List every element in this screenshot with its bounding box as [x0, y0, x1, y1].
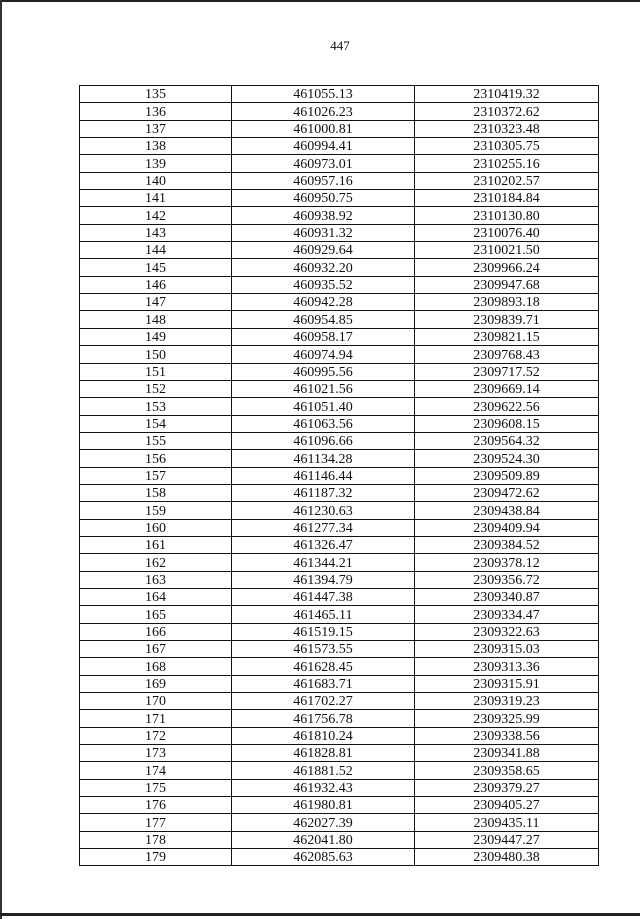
point-number-cell: 168 [80, 658, 232, 675]
point-number-cell: 177 [80, 814, 232, 831]
x-coordinate-cell: 461230.63 [232, 502, 415, 519]
point-number-cell: 176 [80, 797, 232, 814]
x-coordinate-cell: 460950.75 [232, 190, 415, 207]
scan-edge-bottom [0, 913, 640, 916]
y-coordinate-cell: 2309608.15 [415, 415, 599, 432]
point-number-cell: 161 [80, 536, 232, 553]
x-coordinate-cell: 461702.27 [232, 693, 415, 710]
x-coordinate-cell: 461326.47 [232, 536, 415, 553]
table-row [80, 432, 599, 449]
x-coordinate-cell: 461096.66 [232, 432, 415, 449]
point-number-cell: 155 [80, 432, 232, 449]
table-row [80, 762, 599, 779]
y-coordinate-cell: 2310021.50 [415, 242, 599, 259]
y-coordinate-cell: 2309334.47 [415, 606, 599, 623]
table-row [80, 502, 599, 519]
point-number-cell: 141 [80, 190, 232, 207]
x-coordinate-cell: 461000.81 [232, 120, 415, 137]
table-row [80, 779, 599, 796]
table-row [80, 259, 599, 276]
x-coordinate-cell: 460931.32 [232, 224, 415, 241]
y-coordinate-cell: 2309669.14 [415, 380, 599, 397]
table-row [80, 415, 599, 432]
y-coordinate-cell: 2309438.84 [415, 502, 599, 519]
x-coordinate-cell: 460973.01 [232, 155, 415, 172]
table-row [80, 814, 599, 831]
y-coordinate-cell: 2310255.16 [415, 155, 599, 172]
table-row [80, 658, 599, 675]
y-coordinate-cell: 2309821.15 [415, 328, 599, 345]
x-coordinate-cell: 460994.41 [232, 138, 415, 155]
x-coordinate-cell: 461628.45 [232, 658, 415, 675]
y-coordinate-cell: 2309472.62 [415, 484, 599, 501]
point-number-cell: 166 [80, 623, 232, 640]
y-coordinate-cell: 2309509.89 [415, 467, 599, 484]
y-coordinate-cell: 2309378.12 [415, 554, 599, 571]
point-number-cell: 135 [80, 86, 232, 103]
x-coordinate-cell: 461146.44 [232, 467, 415, 484]
y-coordinate-cell: 2309409.94 [415, 519, 599, 536]
table-row [80, 484, 599, 501]
point-number-cell: 151 [80, 363, 232, 380]
x-coordinate-cell: 461063.56 [232, 415, 415, 432]
table-row [80, 138, 599, 155]
table-row [80, 675, 599, 692]
point-number-cell: 153 [80, 398, 232, 415]
y-coordinate-cell: 2310184.84 [415, 190, 599, 207]
scan-edge-left [0, 0, 2, 919]
point-number-cell: 146 [80, 276, 232, 293]
x-coordinate-cell: 461026.23 [232, 103, 415, 120]
table-row [80, 311, 599, 328]
coordinates-table-body [80, 86, 599, 866]
table-row [80, 554, 599, 571]
point-number-cell: 144 [80, 242, 232, 259]
point-number-cell: 138 [80, 138, 232, 155]
x-coordinate-cell: 461810.24 [232, 727, 415, 744]
x-coordinate-cell: 460932.20 [232, 259, 415, 276]
x-coordinate-cell: 461134.28 [232, 450, 415, 467]
y-coordinate-cell: 2309322.63 [415, 623, 599, 640]
y-coordinate-cell: 2309839.71 [415, 311, 599, 328]
table-row [80, 380, 599, 397]
x-coordinate-cell: 460929.64 [232, 242, 415, 259]
point-number-cell: 172 [80, 727, 232, 744]
y-coordinate-cell: 2309447.27 [415, 831, 599, 848]
table-row [80, 849, 599, 866]
y-coordinate-cell: 2309524.30 [415, 450, 599, 467]
x-coordinate-cell: 461055.13 [232, 86, 415, 103]
point-number-cell: 175 [80, 779, 232, 796]
point-number-cell: 156 [80, 450, 232, 467]
y-coordinate-cell: 2309379.27 [415, 779, 599, 796]
x-coordinate-cell: 461519.15 [232, 623, 415, 640]
x-coordinate-cell: 460935.52 [232, 276, 415, 293]
x-coordinate-cell: 462041.80 [232, 831, 415, 848]
x-coordinate-cell: 460942.28 [232, 294, 415, 311]
x-coordinate-cell: 461344.21 [232, 554, 415, 571]
x-coordinate-cell: 460954.85 [232, 311, 415, 328]
point-number-cell: 139 [80, 155, 232, 172]
y-coordinate-cell: 2309564.32 [415, 432, 599, 449]
y-coordinate-cell: 2309315.91 [415, 675, 599, 692]
table-row [80, 155, 599, 172]
table-row [80, 710, 599, 727]
point-number-cell: 142 [80, 207, 232, 224]
y-coordinate-cell: 2309405.27 [415, 797, 599, 814]
scan-edge-top [0, 0, 640, 2]
point-number-cell: 148 [80, 311, 232, 328]
y-coordinate-cell: 2309622.56 [415, 398, 599, 415]
x-coordinate-cell: 462027.39 [232, 814, 415, 831]
y-coordinate-cell: 2310130.80 [415, 207, 599, 224]
point-number-cell: 174 [80, 762, 232, 779]
table-row [80, 103, 599, 120]
table-row [80, 450, 599, 467]
x-coordinate-cell: 461881.52 [232, 762, 415, 779]
point-number-cell: 137 [80, 120, 232, 137]
point-number-cell: 165 [80, 606, 232, 623]
y-coordinate-cell: 2309338.56 [415, 727, 599, 744]
y-coordinate-cell: 2310323.48 [415, 120, 599, 137]
point-number-cell: 162 [80, 554, 232, 571]
y-coordinate-cell: 2310202.57 [415, 172, 599, 189]
table-row [80, 745, 599, 762]
table-row [80, 623, 599, 640]
y-coordinate-cell: 2309319.23 [415, 693, 599, 710]
x-coordinate-cell: 461394.79 [232, 571, 415, 588]
y-coordinate-cell: 2309717.52 [415, 363, 599, 380]
y-coordinate-cell: 2309315.03 [415, 641, 599, 658]
x-coordinate-cell: 461021.56 [232, 380, 415, 397]
x-coordinate-cell: 461828.81 [232, 745, 415, 762]
table-row [80, 536, 599, 553]
point-number-cell: 179 [80, 849, 232, 866]
table-row [80, 172, 599, 189]
x-coordinate-cell: 461051.40 [232, 398, 415, 415]
table-row [80, 363, 599, 380]
table-row [80, 120, 599, 137]
x-coordinate-cell: 460957.16 [232, 172, 415, 189]
table-row [80, 693, 599, 710]
table-row [80, 606, 599, 623]
x-coordinate-cell: 461573.55 [232, 641, 415, 658]
point-number-cell: 158 [80, 484, 232, 501]
x-coordinate-cell: 461756.78 [232, 710, 415, 727]
point-number-cell: 149 [80, 328, 232, 345]
table-row [80, 588, 599, 605]
point-number-cell: 169 [80, 675, 232, 692]
y-coordinate-cell: 2310076.40 [415, 224, 599, 241]
coordinates-table [79, 85, 599, 866]
point-number-cell: 170 [80, 693, 232, 710]
x-coordinate-cell: 461187.32 [232, 484, 415, 501]
y-coordinate-cell: 2310372.62 [415, 103, 599, 120]
x-coordinate-cell: 461465.11 [232, 606, 415, 623]
table-row [80, 467, 599, 484]
point-number-cell: 163 [80, 571, 232, 588]
x-coordinate-cell: 461683.71 [232, 675, 415, 692]
point-number-cell: 164 [80, 588, 232, 605]
y-coordinate-cell: 2309313.36 [415, 658, 599, 675]
point-number-cell: 136 [80, 103, 232, 120]
table-row [80, 727, 599, 744]
point-number-cell: 167 [80, 641, 232, 658]
point-number-cell: 171 [80, 710, 232, 727]
y-coordinate-cell: 2309356.72 [415, 571, 599, 588]
table-row [80, 519, 599, 536]
point-number-cell: 160 [80, 519, 232, 536]
table-row [80, 294, 599, 311]
point-number-cell: 143 [80, 224, 232, 241]
table-row [80, 224, 599, 241]
point-number-cell: 147 [80, 294, 232, 311]
y-coordinate-cell: 2309966.24 [415, 259, 599, 276]
x-coordinate-cell: 460938.92 [232, 207, 415, 224]
y-coordinate-cell: 2309341.88 [415, 745, 599, 762]
y-coordinate-cell: 2309947.68 [415, 276, 599, 293]
point-number-cell: 152 [80, 380, 232, 397]
table-row [80, 328, 599, 345]
table-row [80, 276, 599, 293]
y-coordinate-cell: 2309384.52 [415, 536, 599, 553]
table-row [80, 86, 599, 103]
x-coordinate-cell: 461932.43 [232, 779, 415, 796]
x-coordinate-cell: 460958.17 [232, 328, 415, 345]
page-number: 447 [330, 38, 350, 53]
x-coordinate-cell: 460995.56 [232, 363, 415, 380]
y-coordinate-cell: 2309893.18 [415, 294, 599, 311]
x-coordinate-cell: 461447.38 [232, 588, 415, 605]
table-row [80, 190, 599, 207]
x-coordinate-cell: 461277.34 [232, 519, 415, 536]
table-row [80, 571, 599, 588]
table-row [80, 242, 599, 259]
point-number-cell: 154 [80, 415, 232, 432]
table-row [80, 346, 599, 363]
y-coordinate-cell: 2310419.32 [415, 86, 599, 103]
y-coordinate-cell: 2309435.11 [415, 814, 599, 831]
x-coordinate-cell: 462085.63 [232, 849, 415, 866]
point-number-cell: 157 [80, 467, 232, 484]
table-row [80, 831, 599, 848]
y-coordinate-cell: 2309768.43 [415, 346, 599, 363]
point-number-cell: 173 [80, 745, 232, 762]
point-number-cell: 140 [80, 172, 232, 189]
x-coordinate-cell: 461980.81 [232, 797, 415, 814]
table-row [80, 398, 599, 415]
table-row [80, 797, 599, 814]
point-number-cell: 145 [80, 259, 232, 276]
x-coordinate-cell: 460974.94 [232, 346, 415, 363]
y-coordinate-cell: 2309358.65 [415, 762, 599, 779]
point-number-cell: 150 [80, 346, 232, 363]
point-number-cell: 178 [80, 831, 232, 848]
y-coordinate-cell: 2310305.75 [415, 138, 599, 155]
y-coordinate-cell: 2309340.87 [415, 588, 599, 605]
table-row [80, 207, 599, 224]
point-number-cell: 159 [80, 502, 232, 519]
table-row [80, 641, 599, 658]
y-coordinate-cell: 2309480.38 [415, 849, 599, 866]
y-coordinate-cell: 2309325.99 [415, 710, 599, 727]
